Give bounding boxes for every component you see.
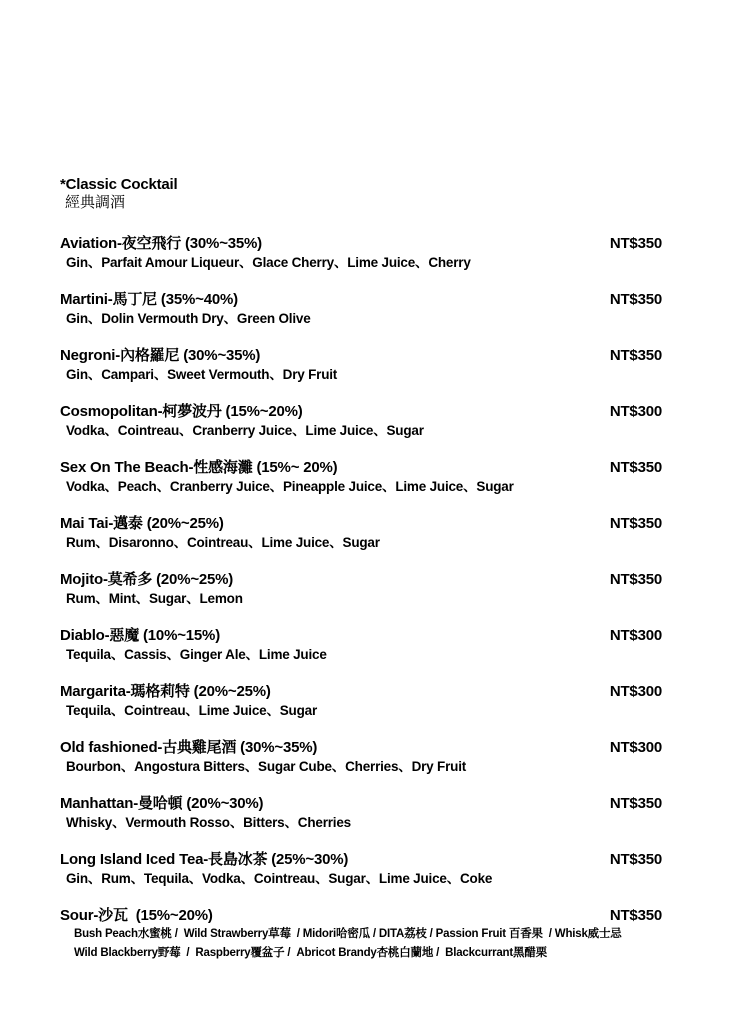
item-title-row (60, 514, 662, 533)
item-title-row (60, 850, 662, 869)
item-title-row (60, 570, 662, 589)
item-title: Cosmopolitan-柯夢波丹 (15%~20%) (60, 403, 303, 420)
item-title: Mojito-莫希多 (20%~25%) (60, 571, 234, 588)
item-ingredients (60, 309, 662, 328)
item-title: Aviation-夜空飛行 (30%~35%) (60, 235, 262, 252)
menu-item (60, 738, 662, 776)
ingredient-line: Gin、Rum、Tequila、Vodka、Cointreau、Sugar、Lime Juice、Coke (66, 871, 493, 886)
item-ingredients (60, 701, 662, 720)
item-ingredients (60, 645, 662, 664)
menu-item (60, 514, 662, 552)
menu-list (60, 234, 662, 963)
item-title: Long Island Iced Tea-長島冰茶 (25%~30%) (60, 851, 349, 868)
section-title-zh: 經典調酒 (65, 195, 126, 211)
item-title-row (60, 402, 662, 421)
menu-item (60, 346, 662, 384)
item-title: Diablo-惡魔 (10%~15%) (60, 627, 220, 644)
item-title: Old fashioned-古典雞尾酒 (30%~35%) (60, 739, 318, 756)
ingredient-line: Vodka、Cointreau、Cranberry Juice、Lime Juice、Sugar (66, 423, 424, 438)
section-header (60, 176, 662, 212)
ingredient-line: Gin、Dolin Vermouth Dry、Green Olive (66, 311, 311, 326)
item-title-row (60, 234, 662, 253)
item-ingredients (60, 869, 662, 888)
item-price: NT$350 (609, 459, 662, 476)
item-ingredients (60, 477, 662, 496)
menu-item (60, 234, 662, 272)
item-title: Negroni-內格羅尼 (30%~35%) (60, 347, 261, 364)
ingredient-line: Gin、Parfait Amour Liqueur、Glace Cherry、Lime Juice、Cherry (66, 255, 471, 270)
item-price: NT$350 (609, 347, 662, 364)
item-price: NT$350 (609, 291, 662, 308)
item-title: Martini-馬丁尼 (35%~40%) (60, 291, 238, 308)
menu-item (60, 682, 662, 720)
menu-item (60, 626, 662, 664)
item-title: Mai Tai-邁泰 (20%~25%) (60, 515, 224, 532)
item-price: NT$350 (609, 851, 662, 868)
item-price: NT$300 (609, 683, 662, 700)
item-ingredients (60, 421, 662, 440)
menu-item (60, 794, 662, 832)
ingredient-line: Bourbon、Angostura Bitters、Sugar Cube、Cherries、Dry Fruit (66, 759, 467, 774)
menu-item (60, 906, 662, 963)
item-price: NT$350 (609, 907, 662, 924)
item-price: NT$350 (609, 235, 662, 252)
item-title-row (60, 906, 662, 925)
item-title-row (60, 346, 662, 365)
item-price: NT$350 (609, 515, 662, 532)
menu-item (60, 290, 662, 328)
item-ingredients (60, 253, 662, 272)
item-price: NT$300 (609, 739, 662, 756)
item-ingredients (60, 365, 662, 384)
item-ingredients (60, 533, 662, 552)
item-title-row (60, 794, 662, 813)
item-price: NT$350 (609, 571, 662, 588)
item-ingredients (60, 757, 662, 776)
ingredient-line: Whisky、Vermouth Rosso、Bitters、Cherries (66, 815, 351, 830)
ingredient-line: Vodka、Peach、Cranberry Juice、Pineapple Juice、Lime Juice、Sugar (66, 479, 514, 494)
item-title-row (60, 626, 662, 645)
item-title: Margarita-瑪格莉特 (20%~25%) (60, 683, 271, 700)
menu-item (60, 850, 662, 888)
ingredient-line: Rum、Mint、Sugar、Lemon (66, 591, 243, 606)
item-price: NT$350 (609, 795, 662, 812)
item-ingredients (60, 813, 662, 832)
item-title-row (60, 290, 662, 309)
ingredient-line: Gin、Campari、Sweet Vermouth、Dry Fruit (66, 367, 338, 382)
item-ingredients (60, 925, 662, 963)
item-title: Sour-沙瓦 (15%~20%) (60, 907, 213, 924)
ingredient-line: Rum、Disaronno、Cointreau、Lime Juice、Sugar (66, 535, 380, 550)
item-ingredients (60, 589, 662, 608)
ingredient-line: Wild Blackberry野莓 / Raspberry覆盆子 / Abricot Brandy杏桃白蘭地 / Blackcurrant黑醋栗 (74, 947, 547, 959)
item-title: Manhattan-曼哈頓 (20%~30%) (60, 795, 264, 812)
item-title-row (60, 738, 662, 757)
item-title-row (60, 458, 662, 477)
ingredient-line: Tequila、Cointreau、Lime Juice、Sugar (66, 703, 317, 718)
item-title: Sex On The Beach-性感海灘 (15%~ 20%) (60, 459, 338, 476)
item-price: NT$300 (609, 403, 662, 420)
item-price: NT$300 (609, 627, 662, 644)
ingredient-line: Bush Peach水蜜桃 / Wild Strawberry草莓 / Midori哈密瓜 / DITA荔枝 / Passion Fruit 百香果 / Whisk威士忌 (74, 928, 622, 940)
item-title-row (60, 682, 662, 701)
ingredient-line: Tequila、Cassis、Ginger Ale、Lime Juice (66, 647, 327, 662)
section-title-en: *Classic Cocktail (60, 176, 178, 193)
menu-item (60, 570, 662, 608)
menu-item (60, 458, 662, 496)
menu-item (60, 402, 662, 440)
